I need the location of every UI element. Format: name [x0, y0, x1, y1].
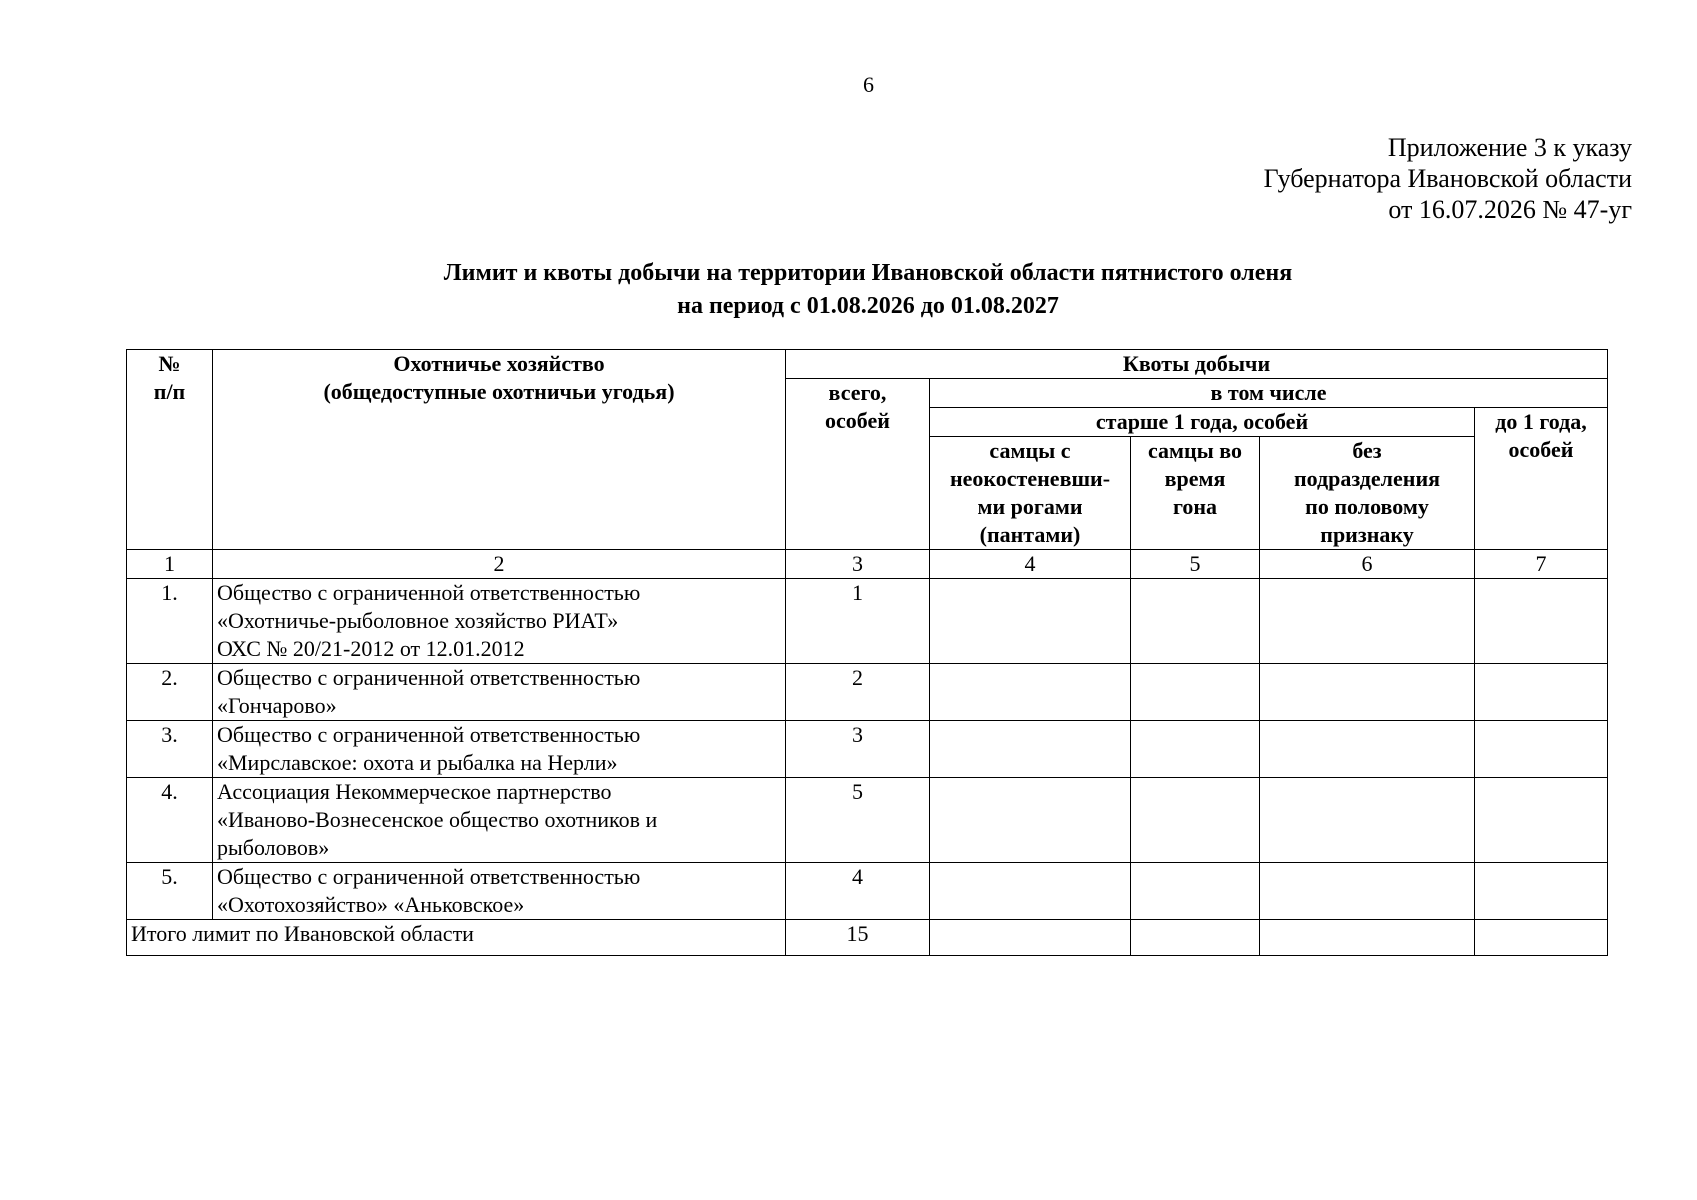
- quota-cell: [930, 863, 1131, 920]
- name-line: «Иваново-Вознесенское общество охотников и: [217, 807, 658, 832]
- column-number: 1: [127, 550, 213, 579]
- total-quota: 3: [786, 721, 930, 778]
- column-number-row: [127, 550, 1608, 579]
- name-line: «Гончарово»: [217, 693, 337, 718]
- header-line: признаку: [1320, 522, 1414, 547]
- header-org-line: Охотничье хозяйство: [393, 351, 605, 376]
- name-line: Общество с ограниченной ответственностью: [217, 722, 641, 747]
- name-line: Ассоциация Некоммерческое партнерство: [217, 779, 612, 804]
- page-number: 6: [863, 72, 874, 97]
- quota-cell: [1260, 778, 1475, 863]
- quota-cell: [930, 778, 1131, 863]
- header-males-rut: [1131, 437, 1260, 550]
- header-no-sex-division: [1260, 437, 1475, 550]
- header-males-velvet-antlers: [930, 437, 1131, 550]
- title-line-1: Лимит и квоты добычи на территории Ивановской области пятнистого оленя: [443, 260, 1293, 286]
- name-line: «Охотохозяйство» «Аньковское»: [217, 892, 525, 917]
- quota-cell: [1260, 579, 1475, 664]
- header-including: в том числе: [930, 379, 1608, 408]
- total-row: [127, 920, 1608, 956]
- row-number: 4.: [127, 778, 213, 863]
- total-quota: 4: [786, 863, 930, 920]
- quota-cell: [1475, 721, 1608, 778]
- organization-name: [213, 863, 786, 920]
- column-number: 5: [1131, 550, 1260, 579]
- quota-cell: [1475, 863, 1608, 920]
- column-number: 4: [930, 550, 1131, 579]
- organization-name: [213, 579, 786, 664]
- header-total-line: особей: [825, 408, 890, 433]
- header-total-line: всего,: [828, 380, 887, 405]
- total-label: Итого лимит по Ивановской области: [127, 920, 786, 956]
- total-quota: 1: [786, 579, 930, 664]
- quota-cell: [1260, 920, 1475, 956]
- table-row: [127, 721, 1608, 778]
- row-number: 2.: [127, 664, 213, 721]
- row-number: 1.: [127, 579, 213, 664]
- header-line: время: [1164, 466, 1226, 491]
- quota-cell: [1475, 664, 1608, 721]
- header-line: гона: [1172, 494, 1218, 519]
- header-under1-line: до 1 года,: [1495, 409, 1587, 434]
- quota-cell: [930, 579, 1131, 664]
- quota-cell: [1475, 920, 1608, 956]
- quota-cell: [930, 721, 1131, 778]
- quota-cell: [1260, 863, 1475, 920]
- header-line: неокостеневши-: [949, 466, 1111, 491]
- name-line: ОХС № 20/21-2012 от 12.01.2012: [217, 636, 525, 661]
- table-row: [127, 664, 1608, 721]
- name-line: Общество с ограниченной ответственностью: [217, 864, 641, 889]
- quota-table: [126, 349, 1608, 956]
- header-line: ми рогами: [977, 494, 1083, 519]
- quota-cell: [1131, 920, 1260, 956]
- table-row: [127, 579, 1608, 664]
- quota-cell: [1131, 778, 1260, 863]
- row-number: 5.: [127, 863, 213, 920]
- appendix-line: Приложение 3 к указу: [1387, 133, 1632, 162]
- header-total: [786, 379, 930, 550]
- quota-cell: [1260, 721, 1475, 778]
- header-line: без: [1352, 438, 1382, 463]
- name-line: рыболовов»: [217, 835, 330, 860]
- header-under1-line: особей: [1508, 437, 1574, 462]
- appendix-line: от 16.07.2026 № 47-уг: [1388, 195, 1632, 224]
- row-number: 3.: [127, 721, 213, 778]
- quota-cell: [1131, 579, 1260, 664]
- total-quota: 5: [786, 778, 930, 863]
- table-row: [127, 863, 1608, 920]
- header-quotas: Квоты добычи: [786, 350, 1608, 379]
- name-line: «Охотничье-рыболовное хозяйство РИАТ»: [217, 608, 619, 633]
- header-under-1: [1475, 408, 1608, 550]
- appendix-line: Губернатора Ивановской области: [1263, 164, 1632, 193]
- name-line: Общество с ограниченной ответственностью: [217, 580, 641, 605]
- title-line-2: на период с 01.08.2026 до 01.08.2027: [677, 293, 1059, 319]
- quota-cell: [930, 920, 1131, 956]
- header-num-line: п/п: [153, 379, 186, 404]
- header-org-line: (общедоступные охотничьи угодья): [323, 379, 675, 404]
- name-line: Общество с ограниченной ответственностью: [217, 665, 641, 690]
- quota-cell: [1131, 664, 1260, 721]
- organization-name: [213, 778, 786, 863]
- organization-name: [213, 664, 786, 721]
- quota-cell: [1475, 579, 1608, 664]
- header-older-than-1: старше 1 года, особей: [930, 408, 1475, 437]
- table-row: [127, 778, 1608, 863]
- column-number: 7: [1475, 550, 1608, 579]
- quota-cell: [1260, 664, 1475, 721]
- document-title: [120, 257, 1616, 323]
- header-line: самцы во: [1147, 438, 1243, 463]
- appendix-reference: [1264, 132, 1632, 225]
- quota-cell: [1475, 778, 1608, 863]
- name-line: «Мирславское: охота и рыбалка на Нерли»: [217, 750, 618, 775]
- column-number: 2: [213, 550, 786, 579]
- column-number: 6: [1260, 550, 1475, 579]
- header-line: по половому: [1305, 494, 1429, 519]
- header-line: подразделения: [1293, 466, 1441, 491]
- header-line: (пантами): [979, 522, 1081, 547]
- quota-cell: [1131, 721, 1260, 778]
- header-num-line: №: [158, 351, 181, 376]
- header-organization: [213, 350, 786, 550]
- header-num: [127, 350, 213, 550]
- header-line: самцы с: [989, 438, 1071, 463]
- total-quota: 2: [786, 664, 930, 721]
- column-number: 3: [786, 550, 930, 579]
- quota-cell: [1131, 863, 1260, 920]
- quota-cell: [930, 664, 1131, 721]
- organization-name: [213, 721, 786, 778]
- grand-total: 15: [786, 920, 930, 956]
